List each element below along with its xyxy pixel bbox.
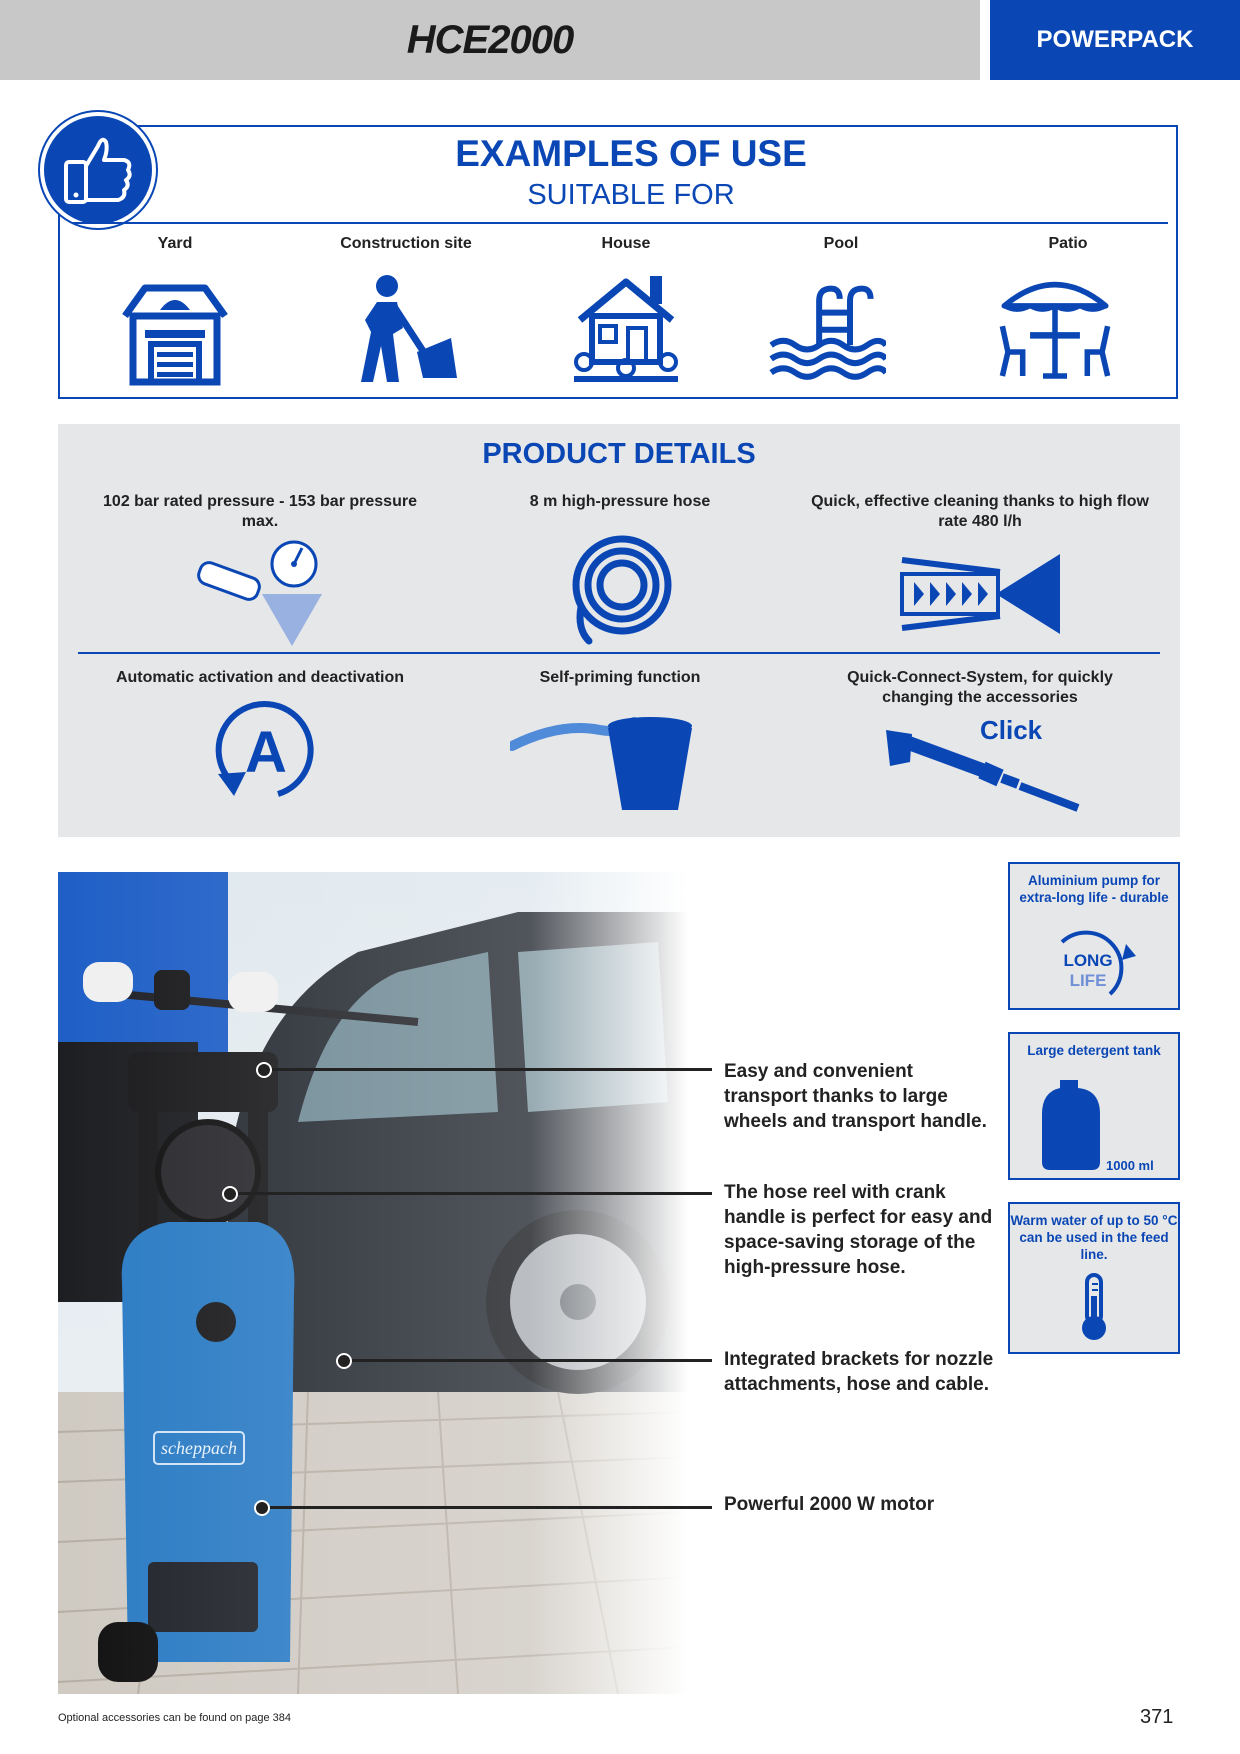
details-divider [78, 652, 1160, 654]
detail-priming-label: Self-priming function [539, 669, 701, 686]
example-label-pool: Pool [823, 235, 859, 252]
feature-box-pump [1008, 862, 1180, 1010]
worker-shovel-icon [345, 268, 465, 388]
feature-box-warm-water [1008, 1202, 1180, 1354]
callout-line-brackets [342, 1359, 712, 1362]
callout-dot-transport [256, 1062, 272, 1078]
bucket-hose-icon [510, 712, 700, 816]
footer-note: Optional accessories can be found on page 384 [58, 1712, 291, 1724]
callout-line-reel [228, 1192, 712, 1195]
feature-box-tank [1008, 1032, 1180, 1180]
example-label-yard: Yard [157, 235, 193, 252]
examples-divider [72, 222, 1168, 224]
auto-letter: A [245, 720, 287, 785]
pool-ladder-icon [766, 268, 886, 388]
callout-dot-reel [222, 1186, 238, 1202]
pressure-gauge-icon [192, 536, 332, 646]
hose-coil-icon [567, 533, 677, 645]
callout-dot-brackets [336, 1353, 352, 1369]
detergent-tank-icon [1038, 1074, 1108, 1174]
detail-flow-label: Quick, effective cleaning thanks to high flow rate 480 l/h [811, 493, 1149, 530]
click-label: Click [980, 715, 1043, 745]
long-life-icon [1040, 930, 1150, 1000]
barn-icon [115, 268, 235, 388]
example-label-construction: Construction site [340, 235, 472, 252]
long-life-text-1: LONG [1063, 951, 1113, 970]
callout-motor: Powerful 2000 W motor [724, 1494, 935, 1515]
callout-brackets: Integrated brackets for nozzle attachments, hose and cable. [724, 1349, 994, 1395]
examples-title: EXAMPLES OF USE [455, 133, 807, 174]
callout-line-motor [260, 1506, 712, 1509]
callout-line-transport [262, 1068, 712, 1071]
page-number: 371 [1140, 1706, 1174, 1728]
detail-pressure-label: 102 bar rated pressure - 153 bar pressure max. [103, 493, 417, 530]
pressure-washer-photo [58, 872, 688, 1694]
example-label-house: House [601, 235, 651, 252]
feature-warm-water-text: Warm water of up to 50 °C can be used in the feed line. [1010, 1213, 1178, 1262]
callout-dot-motor [254, 1500, 270, 1516]
detail-hose-label: 8 m high-pressure hose [529, 493, 711, 510]
long-life-text-2: LIFE [1069, 971, 1107, 990]
model-title: HCE2000 [406, 17, 574, 62]
example-label-patio: Patio [1048, 235, 1088, 252]
detail-quickconnect-label: Quick-Connect-System, for quickly changing the accessories [847, 669, 1113, 706]
callout-reel: The hose reel with crank handle is perfect for easy and space-saving storage of the high-pressure hose. [724, 1182, 993, 1278]
product-photo [58, 872, 688, 1694]
feature-tank-text: Large detergent tank [1027, 1043, 1161, 1058]
thermometer-icon [1074, 1272, 1114, 1344]
auto-switch-icon [206, 700, 324, 800]
details-title: PRODUCT DETAILS [482, 438, 756, 470]
patio-umbrella-icon [995, 268, 1115, 388]
category-badge: POWERPACK [990, 0, 1240, 80]
detail-auto-label: Automatic activation and deactivation [115, 669, 405, 686]
flow-rate-icon [900, 552, 1062, 636]
feature-pump-text: Aluminium pump for extra-long life - durable [1019, 873, 1169, 905]
house-flowers-icon [566, 268, 686, 388]
examples-subtitle: SUITABLE FOR [527, 179, 735, 211]
tank-volume: 1000 ml [1106, 1158, 1154, 1173]
callout-transport: Easy and convenient transport thanks to large wheels and transport handle. [724, 1061, 987, 1132]
